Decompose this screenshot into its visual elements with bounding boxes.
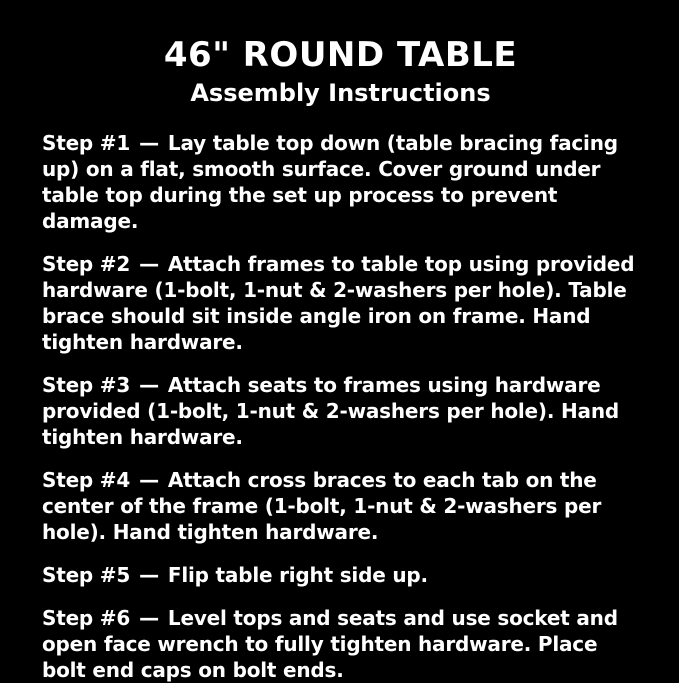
step-4-text: Attach cross braces to each tab on the center of the frame (1-bolt, 1-nut & 2-washers per hole). Hand tighten hardware. bbox=[42, 467, 602, 544]
step-3-text: Attach seats to frames using hardware provided (1-bolt, 1-nut & 2-washers per hole). Hand tighten hardware. bbox=[42, 372, 620, 449]
sheet-header bbox=[42, 36, 639, 108]
em-dash-separator: — bbox=[139, 605, 159, 630]
steps-list bbox=[42, 130, 639, 683]
step-5-text: Flip table right side up. bbox=[167, 562, 428, 587]
step-2-label: Step #2 bbox=[42, 251, 131, 276]
step-1-text: Lay table top down (table bracing facing up) on a flat, smooth surface. Cover ground under table top during the set up process to prevent damage. bbox=[42, 130, 618, 233]
em-dash-separator: — bbox=[139, 562, 159, 587]
em-dash-separator: — bbox=[139, 251, 159, 276]
step-1-paragraph bbox=[42, 130, 639, 234]
step-2-paragraph bbox=[42, 251, 639, 355]
step-3-label: Step #3 bbox=[42, 372, 131, 397]
step-2-text: Attach frames to table top using provided hardware (1-bolt, 1-nut & 2-washers per hole). Table brace should sit inside angle iron on frame. Hand tighten hardware. bbox=[42, 251, 635, 354]
step-6-text: Level tops and seats and use socket and open face wrench to fully tighten hardware. Place bolt end caps on bolt ends. bbox=[42, 605, 618, 682]
em-dash-separator: — bbox=[139, 372, 159, 397]
em-dash-separator: — bbox=[139, 130, 159, 155]
step-6-label: Step #6 bbox=[42, 605, 131, 630]
step-1-label: Step #1 bbox=[42, 130, 131, 155]
step-4-label: Step #4 bbox=[42, 467, 131, 492]
step-6-paragraph bbox=[42, 605, 639, 683]
page-title: 46" ROUND TABLE bbox=[163, 35, 518, 75]
step-4-paragraph bbox=[42, 467, 639, 545]
step-5-label: Step #5 bbox=[42, 562, 131, 587]
em-dash-separator: — bbox=[139, 467, 159, 492]
step-3-paragraph bbox=[42, 372, 639, 450]
page-subtitle: Assembly Instructions bbox=[190, 79, 491, 108]
step-5-paragraph bbox=[42, 562, 639, 588]
